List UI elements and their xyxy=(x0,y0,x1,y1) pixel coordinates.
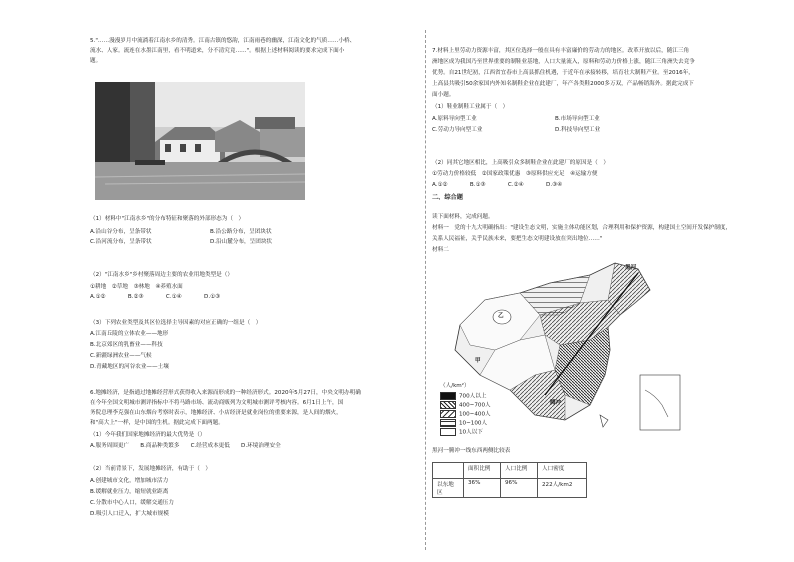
q8-stem-line4: 材料二 xyxy=(432,247,449,253)
q7-stem-line1: 7.材料上里劳动力资源丰富，其区位选择一般在具有丰富廉价的劳动力的地区。改革开放以后，随江三角 xyxy=(432,48,690,54)
map-label-tengchong: 腾冲 xyxy=(550,400,562,406)
q6-stem-line1: 6.地摊经济，是指通过地摊经营形式获得收入来源而形成的一种经济形式。2020年5月27日，中央文明办明确 xyxy=(90,390,361,396)
map-caption: 黑河一腾冲一线东西两侧比较表 xyxy=(432,448,511,454)
q7-sub1-option-b: B.市场导向型工业 xyxy=(555,116,600,122)
legend-swatch xyxy=(440,410,456,418)
legend-item xyxy=(440,401,491,410)
legend-swatch xyxy=(440,401,456,409)
population-density-map xyxy=(440,255,685,445)
legend-label: 400~700人 xyxy=(459,402,491,409)
table-cell: 36% xyxy=(464,479,501,498)
column-divider xyxy=(425,30,426,550)
table-header-row xyxy=(433,463,587,479)
q6-sub1-question: （1）今年我们国家地摊经济的最大优势是（） xyxy=(90,432,206,438)
legend-swatch xyxy=(440,392,456,400)
q5-stem-line1: 5."……漫漫岁月中流淌着江南水乡的清秀。江南古镇的悠韵，江南雨巷的幽深，江南文化的气质……小桥、 xyxy=(90,38,356,44)
q6-sub2-option-b: B.缓解就业压力，缩短就业距离 xyxy=(90,489,169,495)
q6-stem-line4: 和"高大上"一样，是中国的生机。据此完成下面两题。 xyxy=(90,420,224,426)
q6-stem-line3: 务院总理李克强在山东烟台考察时表示，地摊经济、小店经济是就业岗位的重要来源，是人间的烟火， xyxy=(90,410,342,416)
q7-stem-line4: 上高县共吸引50余家国内外知名制鞋企业在此建厂，年产各类鞋2000多万双，产品畅销海外。据此完成下 xyxy=(432,81,694,87)
legend-label: 700人以上 xyxy=(459,393,487,400)
legend-title: （人/km²） xyxy=(440,383,470,389)
q5-sub3-option-d: D.青藏地区的河谷农业——土壤 xyxy=(90,364,169,370)
section-title-comprehensive: 二、综合题 xyxy=(432,194,463,201)
legend-swatch xyxy=(440,419,456,427)
q5-sub1-option-c: C.沿河流分布，呈条带状 xyxy=(90,239,152,245)
comparison-table xyxy=(432,462,587,498)
q5-sub3-option-a: A.江南丘陵的立体农业——地形 xyxy=(90,331,169,337)
table-header-cell: 人口比例 xyxy=(501,463,538,479)
legend-item xyxy=(440,419,487,428)
q7-sub1-option-d: D.科技导向型工业 xyxy=(555,127,601,133)
q7-sub2-question: （2）同其它地区相比，上高吸引众多制鞋企业在此建厂的原因是（ ） xyxy=(432,160,609,166)
legend-item xyxy=(440,428,483,437)
q5-sub2-question: （2）"江南水乡"乡村聚落周边主要的农业用地类型是（） xyxy=(90,272,233,278)
table-header-cell: 人口密度 xyxy=(538,463,587,479)
legend-label: 10~100人 xyxy=(459,420,488,427)
q5-sub3-question: （3）下列农业类型及其区位选择主导因素的对应正确的一组是（ ） xyxy=(90,320,262,326)
q5-sub2-choices: A.①② B.②③ C.①④ D.①③ xyxy=(90,294,221,300)
legend-item xyxy=(440,392,486,401)
q5-stem-line3: 题。 xyxy=(90,58,102,64)
legend-swatch xyxy=(440,428,456,436)
q6-sub2-option-d: D.吸引人口迁入，扩大城市规模 xyxy=(90,511,169,517)
water-town-photo xyxy=(95,82,305,200)
q7-sub1-question: （1）鞋业制鞋工业属于（ ） xyxy=(432,104,509,110)
q7-stem-line5: 面小题。 xyxy=(432,92,455,98)
table-header-cell: 面积比例 xyxy=(464,463,501,479)
q5-sub3-option-c: C.新疆绿洲农业——气候 xyxy=(90,353,152,359)
q7-sub1-option-a: A.原料导向型工业 xyxy=(432,116,477,122)
table-header-cell xyxy=(433,463,464,479)
map-label-yi: 乙 xyxy=(498,313,504,319)
q6-sub2-option-c: C.分散市中心人口，缓解交通压力 xyxy=(90,500,174,506)
table-row xyxy=(433,479,587,498)
q5-sub3-option-b: B.北京郊区的乳畜业——科技 xyxy=(90,342,163,348)
q7-stem-line2: 洲地区成为我国乃至世界重要的制鞋业基地，人口大量流入，原料和劳动力价格上涨，随江三角洲失去竞争 xyxy=(432,59,695,65)
q6-sub2-option-a: A.创建城市文化，增加城市活力 xyxy=(90,478,169,484)
legend-label: 100~400人 xyxy=(459,411,491,418)
table-cell: 96% xyxy=(501,479,538,498)
q5-sub1-option-d: D.沿山麓分布，呈团块状 xyxy=(210,239,273,245)
map-label-heihe: 黑河 xyxy=(625,265,637,271)
q6-sub2-question: （2）当前背景下，发展地摊经济，有助于（ ） xyxy=(90,466,212,472)
q7-sub1-option-c: C.劳动力导向型工业 xyxy=(432,127,483,133)
q5-sub2-options: ①耕地 ②草地 ③林地 ④养殖水面 xyxy=(90,284,183,290)
q5-sub1-option-b: B.沿公路分布，呈团块状 xyxy=(210,229,272,235)
table-cell: 222人/km2 xyxy=(538,479,587,498)
q8-stem-line3: 关系人民福祉，关乎民族未来，要把生态文明建设放在突出地位……" xyxy=(432,236,603,242)
map-label-jia: 甲 xyxy=(475,358,481,364)
q6-stem-line2: 在今年全国文明城市测评指标中不将马路市场、流动商贩列为文明城市测评考核内容。6月1日上午，国 xyxy=(90,400,344,406)
legend-label: 10人以下 xyxy=(459,429,483,436)
q5-sub1-question: （1）材料中"江南水乡"的分布特征和聚落的外部形态为（ ） xyxy=(90,216,245,222)
q7-stem-line3: 优势。自21世纪初，江西省宜春市上高县抓住机遇，于近年在承接转移，培育壮大制鞋产业。至2016年， xyxy=(432,70,694,76)
q8-stem-line1: 读下面材料，完成问题。 xyxy=(432,214,494,220)
q5-sub1-option-a: A.沿山谷分布，呈条带状 xyxy=(90,229,152,235)
q8-stem-line2: 材料一 党的十九大明确指出："建设生态文明，实施主体功能区划，合理利用和保护资源，构建国土空间开发保护制度， xyxy=(432,225,732,231)
q6-sub1-choices: A.服务周围更广 B.商品种类繁多 C.经营成本更低 D.环境治理安全 xyxy=(90,443,281,449)
q5-stem-line2: 流水、人家。流连在水墨江南里，看不明道来，分不清究竟……"。根据上述材料阅读的要求完成下面小 xyxy=(90,48,345,54)
q7-sub2-choices: A.①② B.①③ C.②④ D.③④ xyxy=(432,182,563,188)
q7-sub2-options: ①劳动力价格较低 ②国家政策优惠 ③原料供应充足 ④运输方便 xyxy=(432,171,598,177)
legend-item xyxy=(440,410,491,419)
table-cell: 以东地区 xyxy=(433,479,464,498)
